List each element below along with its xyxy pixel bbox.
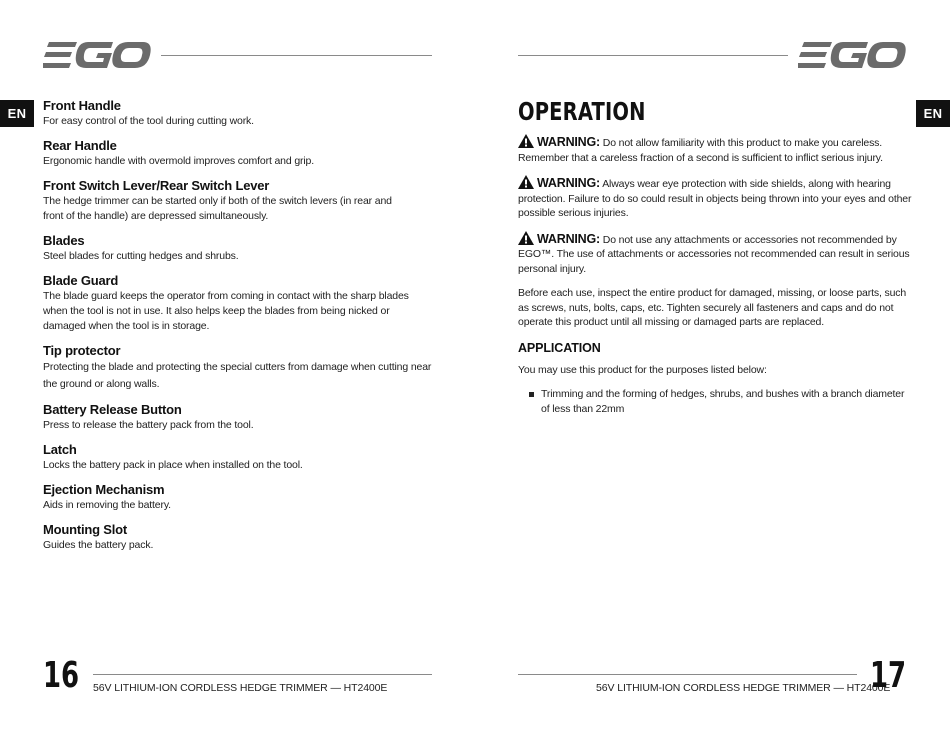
page-number-right: 17 [870,655,907,696]
operation-section [518,96,914,416]
part-description: Protecting the blade and protecting the special cutters from damage when cutting near the ground or along walls. [43,361,432,390]
warning-block [518,175,914,221]
ego-logo-mark [43,42,151,68]
warning-label: WARNING: [537,135,600,149]
warning-triangle-icon [518,175,534,189]
part-title: Latch [43,442,77,457]
application-intro: You may use this product for the purposes listed below: [518,363,767,376]
warning-text: Do not allow familiarity with this product to make you careless. Remember that a careless fraction of a second is sufficient to inflict serious injury. [518,137,883,164]
part-title: Ejection Mechanism [43,482,165,497]
part-front-handle [43,97,438,129]
part-mounting-slot [43,521,438,553]
part-latch [43,441,438,473]
part-tip-protector [43,342,438,393]
warning-block [518,134,914,165]
ego-logo-right [798,42,906,68]
part-title: Blades [43,233,85,248]
page-number-left: 16 [43,655,80,696]
part-description: Steel blades for cutting hedges and shrubs. [43,250,239,262]
bullet-text: Trimming and the forming of hedges, shrubs, and bushes with a branch diameter of less than 22mm [541,388,905,415]
part-description: For easy control of the tool during cutting work. [43,115,254,127]
part-description: The blade guard keeps the operator from coming in contact with the sharp blades when the tool is not in use. It also helps keep the blades from being nicked or damaged when the tool is in storage. [43,290,409,332]
part-title: Blade Guard [43,273,119,288]
part-blades [43,232,438,264]
part-description: Aids in removing the battery. [43,499,171,511]
part-battery-release-button [43,401,438,433]
part-rear-handle [43,137,438,169]
inspection-paragraph: Before each use, inspect the entire product for damaged, missing, or loose parts, such as screws, nuts, bolts, caps, etc. Tighten securely all fasteners and caps and do not operate this product until all missing or damaged parts are replaced. [518,287,907,328]
header-rule-left [161,55,432,56]
application-bullet-item [518,387,914,416]
header-rule-right [518,55,788,56]
part-blade-guard [43,272,438,334]
warning-label: WARNING: [537,231,600,246]
part-description: The hedge trimmer can be started only if both of the switch levers (in rear and front of the handle) are depressed simultaneously. [43,195,392,222]
part-title: Mounting Slot [43,522,128,537]
footer-title-left: 56V LITHIUM-ION CORDLESS HEDGE TRIMMER — HT2400E [93,682,388,694]
warning-triangle-icon [518,231,534,245]
footer-rule-left [93,674,432,675]
part-title: Battery Release Button [43,402,182,417]
application-heading: APPLICATION [518,340,601,355]
warning-triangle-icon [518,134,534,148]
warning-label: WARNING: [537,176,600,190]
language-tab-right: EN [916,100,950,127]
section-title: OPERATION [518,97,646,126]
part-title: Rear Handle [43,138,117,153]
part-ejection-mechanism [43,481,438,513]
footer-title-right: 56V LITHIUM-ION CORDLESS HEDGE TRIMMER — HT2400E [596,682,891,694]
ego-logo-left [43,42,151,68]
warning-text: Always wear eye protection with side shields, along with hearing protection. Failure to do so could result in objects being thrown into your eyes and other possible serious injuries. [518,178,912,219]
part-title: Tip protector [43,343,121,358]
part-description: Locks the battery pack in place when installed on the tool. [43,459,303,471]
part-description: Ergonomic handle with overmold improves comfort and grip. [43,155,314,167]
warning-text: Do not use any attachments or accessories not recommended by EGO™. The use of attachments or accessories not recommended can result in serious personal injury. [518,233,910,275]
part-switch-levers [43,177,438,224]
ego-logo-mark [798,42,906,68]
parts-description-list [43,97,438,561]
footer-rule-right [518,674,857,675]
part-description: Guides the battery pack. [43,539,154,551]
square-bullet-icon [529,392,534,397]
part-title: Front Switch Lever/Rear Switch Lever [43,178,270,193]
part-title: Front Handle [43,98,121,113]
warning-block [518,231,914,277]
part-description: Press to release the battery pack from the tool. [43,419,254,431]
language-tab-left: EN [0,100,34,127]
